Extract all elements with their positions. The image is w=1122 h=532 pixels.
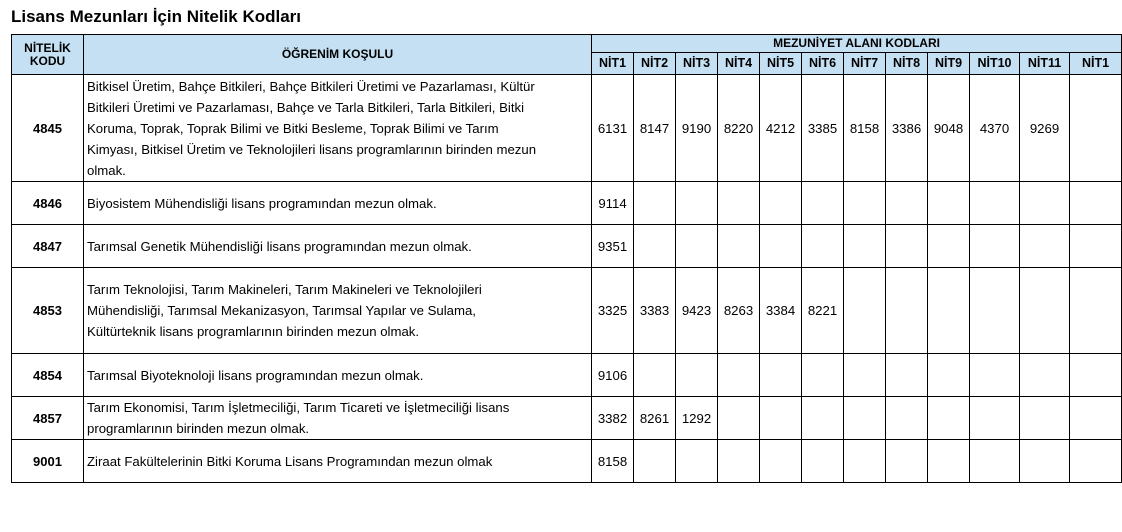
mezuniyet-kodu-cell — [718, 225, 760, 268]
mezuniyet-kodu-cell: 8261 — [634, 397, 676, 440]
mezuniyet-kodu-cell — [1020, 182, 1070, 225]
nit-header-5: NİT5 — [760, 53, 802, 75]
nitelik-code-cell: 4857 — [12, 397, 84, 440]
mezuniyet-kodu-cell — [1070, 75, 1122, 182]
mezuniyet-kodu-cell: 3384 — [760, 268, 802, 354]
mezuniyet-kodu-cell: 6131 — [592, 75, 634, 182]
nit-header-10: NİT10 — [970, 53, 1020, 75]
nit-header-9: NİT9 — [928, 53, 970, 75]
ogrenim-kosulu-line: Biyosistem Mühendisliği lisans programından mezun olmak. — [87, 195, 437, 211]
ogrenim-kosulu-line: Ziraat Fakültelerinin Bitki Koruma Lisans Programından mezun olmak — [87, 453, 493, 469]
table-row — [12, 225, 1122, 268]
nit-header-11: NİT11 — [1020, 53, 1070, 75]
mezuniyet-kodu-cell — [676, 354, 718, 397]
mezuniyet-kodu-cell — [844, 268, 886, 354]
mezuniyet-kodu-cell: 4212 — [760, 75, 802, 182]
mezuniyet-kodu-cell — [676, 225, 718, 268]
mezuniyet-kodu-cell: 8263 — [718, 268, 760, 354]
nitelik-code-cell: 4846 — [12, 182, 84, 225]
mezuniyet-kodu-cell — [844, 397, 886, 440]
mezuniyet-alani-header: MEZUNİYET ALANI KODLARI — [592, 35, 1122, 53]
nit-header-2: NİT2 — [634, 53, 676, 75]
ogrenim-kosulu-line: Kültürteknik lisans programlarının birinden mezun olmak. — [87, 324, 420, 339]
mezuniyet-kodu-cell — [634, 354, 676, 397]
mezuniyet-kodu-cell — [1020, 440, 1070, 483]
mezuniyet-kodu-cell — [928, 354, 970, 397]
nit-header-8: NİT8 — [886, 53, 928, 75]
ogrenim-kosulu-cell — [84, 182, 592, 225]
mezuniyet-kodu-cell — [970, 268, 1020, 354]
nitelik-kodu-header — [12, 35, 84, 75]
mezuniyet-kodu-cell — [1020, 225, 1070, 268]
mezuniyet-kodu-cell — [970, 182, 1020, 225]
mezuniyet-kodu-cell — [1020, 268, 1070, 354]
ogrenim-kosulu-line: Mühendisliği, Tarımsal Mekanizasyon, Tarımsal Yapılar ve Sulama, — [87, 303, 476, 318]
mezuniyet-kodu-cell — [928, 225, 970, 268]
nit-header-12: NİT1 — [1070, 53, 1122, 75]
mezuniyet-kodu-cell: 9114 — [592, 182, 634, 225]
ogrenim-kosulu-cell — [84, 75, 592, 182]
nitelik-code-cell: 4854 — [12, 354, 84, 397]
ogrenim-kosulu-line: Koruma, Toprak, Toprak Bilimi ve Bitki Besleme, Toprak Bilimi ve Tarım — [87, 120, 499, 136]
ogrenim-kosulu-line: Bitkisel Üretim, Bahçe Bitkileri, Bahçe Bitkileri Üretimi ve Pazarlaması, Kültür — [87, 78, 535, 94]
ogrenim-kosulu-line: Bitkileri Üretimi ve Pazarlaması, Bahçe ve Tarla Bitkileri, Tarla Bitkileri, Bitki — [87, 99, 525, 115]
ogrenim-kosulu-line: olmak. — [87, 162, 126, 178]
mezuniyet-kodu-cell — [718, 354, 760, 397]
ogrenim-kosulu-cell — [84, 397, 592, 440]
ogrenim-kosulu-cell — [84, 268, 592, 354]
table-row — [12, 354, 1122, 397]
page-title: Lisans Mezunları İçin Nitelik Kodları — [11, 7, 302, 26]
mezuniyet-kodu-cell — [634, 225, 676, 268]
ogrenim-kosulu-line: Tarım Teknolojisi, Tarım Makineleri, Tarım Makineleri ve Teknolojileri — [87, 282, 482, 297]
mezuniyet-kodu-cell — [928, 397, 970, 440]
nitelik-table — [11, 34, 1122, 483]
mezuniyet-kodu-cell — [634, 182, 676, 225]
mezuniyet-kodu-cell — [718, 397, 760, 440]
mezuniyet-kodu-cell: 8221 — [802, 268, 844, 354]
ogrenim-kosulu-cell — [84, 354, 592, 397]
nitelik-code-cell: 4845 — [12, 75, 84, 182]
mezuniyet-kodu-cell: 3386 — [886, 75, 928, 182]
mezuniyet-kodu-cell — [886, 440, 928, 483]
mezuniyet-kodu-cell — [1020, 397, 1070, 440]
mezuniyet-kodu-cell: 8220 — [718, 75, 760, 182]
table-body — [12, 75, 1122, 483]
ogrenim-kosulu-cell — [84, 225, 592, 268]
mezuniyet-kodu-cell — [1070, 397, 1122, 440]
mezuniyet-kodu-cell: 3325 — [592, 268, 634, 354]
mezuniyet-kodu-cell: 8158 — [844, 75, 886, 182]
mezuniyet-kodu-cell — [676, 440, 718, 483]
mezuniyet-kodu-cell: 3385 — [802, 75, 844, 182]
mezuniyet-kodu-cell — [928, 182, 970, 225]
mezuniyet-kodu-cell: 9048 — [928, 75, 970, 182]
ogrenim-kosulu-line: Tarım Ekonomisi, Tarım İşletmeciliği, Tarım Ticareti ve İşletmeciliği lisans — [87, 400, 510, 415]
mezuniyet-kodu-cell — [802, 397, 844, 440]
mezuniyet-kodu-cell — [760, 182, 802, 225]
nit-header-1: NİT1 — [592, 53, 634, 75]
table-row — [12, 268, 1122, 354]
nit-header-6: NİT6 — [802, 53, 844, 75]
mezuniyet-kodu-cell — [1070, 440, 1122, 483]
table-row — [12, 440, 1122, 483]
mezuniyet-kodu-cell: 3383 — [634, 268, 676, 354]
ogrenim-kosulu-line: Kimyası, Bitkisel Üretim ve Teknolojileri lisans programlarının birinden mezun — [87, 141, 537, 157]
table-row — [12, 182, 1122, 225]
mezuniyet-kodu-cell — [1020, 354, 1070, 397]
mezuniyet-kodu-cell — [886, 354, 928, 397]
mezuniyet-kodu-cell — [760, 397, 802, 440]
mezuniyet-kodu-cell — [760, 354, 802, 397]
ogrenim-kosulu-header: ÖĞRENİM KOŞULU — [84, 35, 592, 75]
mezuniyet-kodu-cell — [970, 225, 1020, 268]
mezuniyet-kodu-cell: 4370 — [970, 75, 1020, 182]
mezuniyet-kodu-cell: 9269 — [1020, 75, 1070, 182]
mezuniyet-kodu-cell — [1070, 225, 1122, 268]
nitelik-code-cell: 9001 — [12, 440, 84, 483]
nit-header-3: NİT3 — [676, 53, 718, 75]
mezuniyet-kodu-cell: 8147 — [634, 75, 676, 182]
mezuniyet-kodu-cell — [802, 440, 844, 483]
nit-header-7: NİT7 — [844, 53, 886, 75]
mezuniyet-kodu-cell — [970, 440, 1020, 483]
mezuniyet-kodu-cell — [844, 354, 886, 397]
mezuniyet-kodu-cell: 3382 — [592, 397, 634, 440]
mezuniyet-kodu-cell — [802, 225, 844, 268]
mezuniyet-kodu-cell — [886, 268, 928, 354]
mezuniyet-kodu-cell — [928, 440, 970, 483]
mezuniyet-kodu-cell — [1070, 268, 1122, 354]
ogrenim-kosulu-line: Tarımsal Biyoteknoloji lisans programından mezun olmak. — [87, 367, 424, 383]
nitelik-code-cell: 4853 — [12, 268, 84, 354]
mezuniyet-kodu-cell — [760, 225, 802, 268]
mezuniyet-kodu-cell — [802, 182, 844, 225]
ogrenim-kosulu-line: Tarımsal Genetik Mühendisliği lisans programından mezun olmak. — [87, 238, 472, 254]
mezuniyet-kodu-cell: 8158 — [592, 440, 634, 483]
mezuniyet-kodu-cell: 9190 — [676, 75, 718, 182]
mezuniyet-kodu-cell — [886, 397, 928, 440]
nitelik-kodu-header-line2: KODU — [29, 53, 66, 68]
mezuniyet-kodu-cell: 9423 — [676, 268, 718, 354]
ogrenim-kosulu-line: programlarının birinden mezun olmak. — [87, 421, 310, 436]
mezuniyet-kodu-cell — [1070, 354, 1122, 397]
ogrenim-kosulu-cell — [84, 440, 592, 483]
mezuniyet-kodu-cell — [634, 440, 676, 483]
mezuniyet-kodu-cell — [970, 397, 1020, 440]
table-row — [12, 397, 1122, 440]
mezuniyet-kodu-cell: 9351 — [592, 225, 634, 268]
mezuniyet-kodu-cell — [1070, 182, 1122, 225]
nit-header-4: NİT4 — [718, 53, 760, 75]
mezuniyet-kodu-cell — [928, 268, 970, 354]
mezuniyet-kodu-cell — [844, 182, 886, 225]
mezuniyet-kodu-cell — [802, 354, 844, 397]
mezuniyet-kodu-cell — [718, 182, 760, 225]
mezuniyet-kodu-cell — [718, 440, 760, 483]
mezuniyet-kodu-cell — [844, 225, 886, 268]
nitelik-kodu-header-line1: NİTELİK — [24, 40, 71, 55]
mezuniyet-kodu-cell — [886, 182, 928, 225]
mezuniyet-kodu-cell — [760, 440, 802, 483]
mezuniyet-kodu-cell — [844, 440, 886, 483]
mezuniyet-kodu-cell — [886, 225, 928, 268]
mezuniyet-kodu-cell: 9106 — [592, 354, 634, 397]
table-row — [12, 75, 1122, 182]
mezuniyet-kodu-cell — [970, 354, 1020, 397]
nitelik-code-cell: 4847 — [12, 225, 84, 268]
mezuniyet-kodu-cell — [676, 182, 718, 225]
mezuniyet-kodu-cell: 1292 — [676, 397, 718, 440]
